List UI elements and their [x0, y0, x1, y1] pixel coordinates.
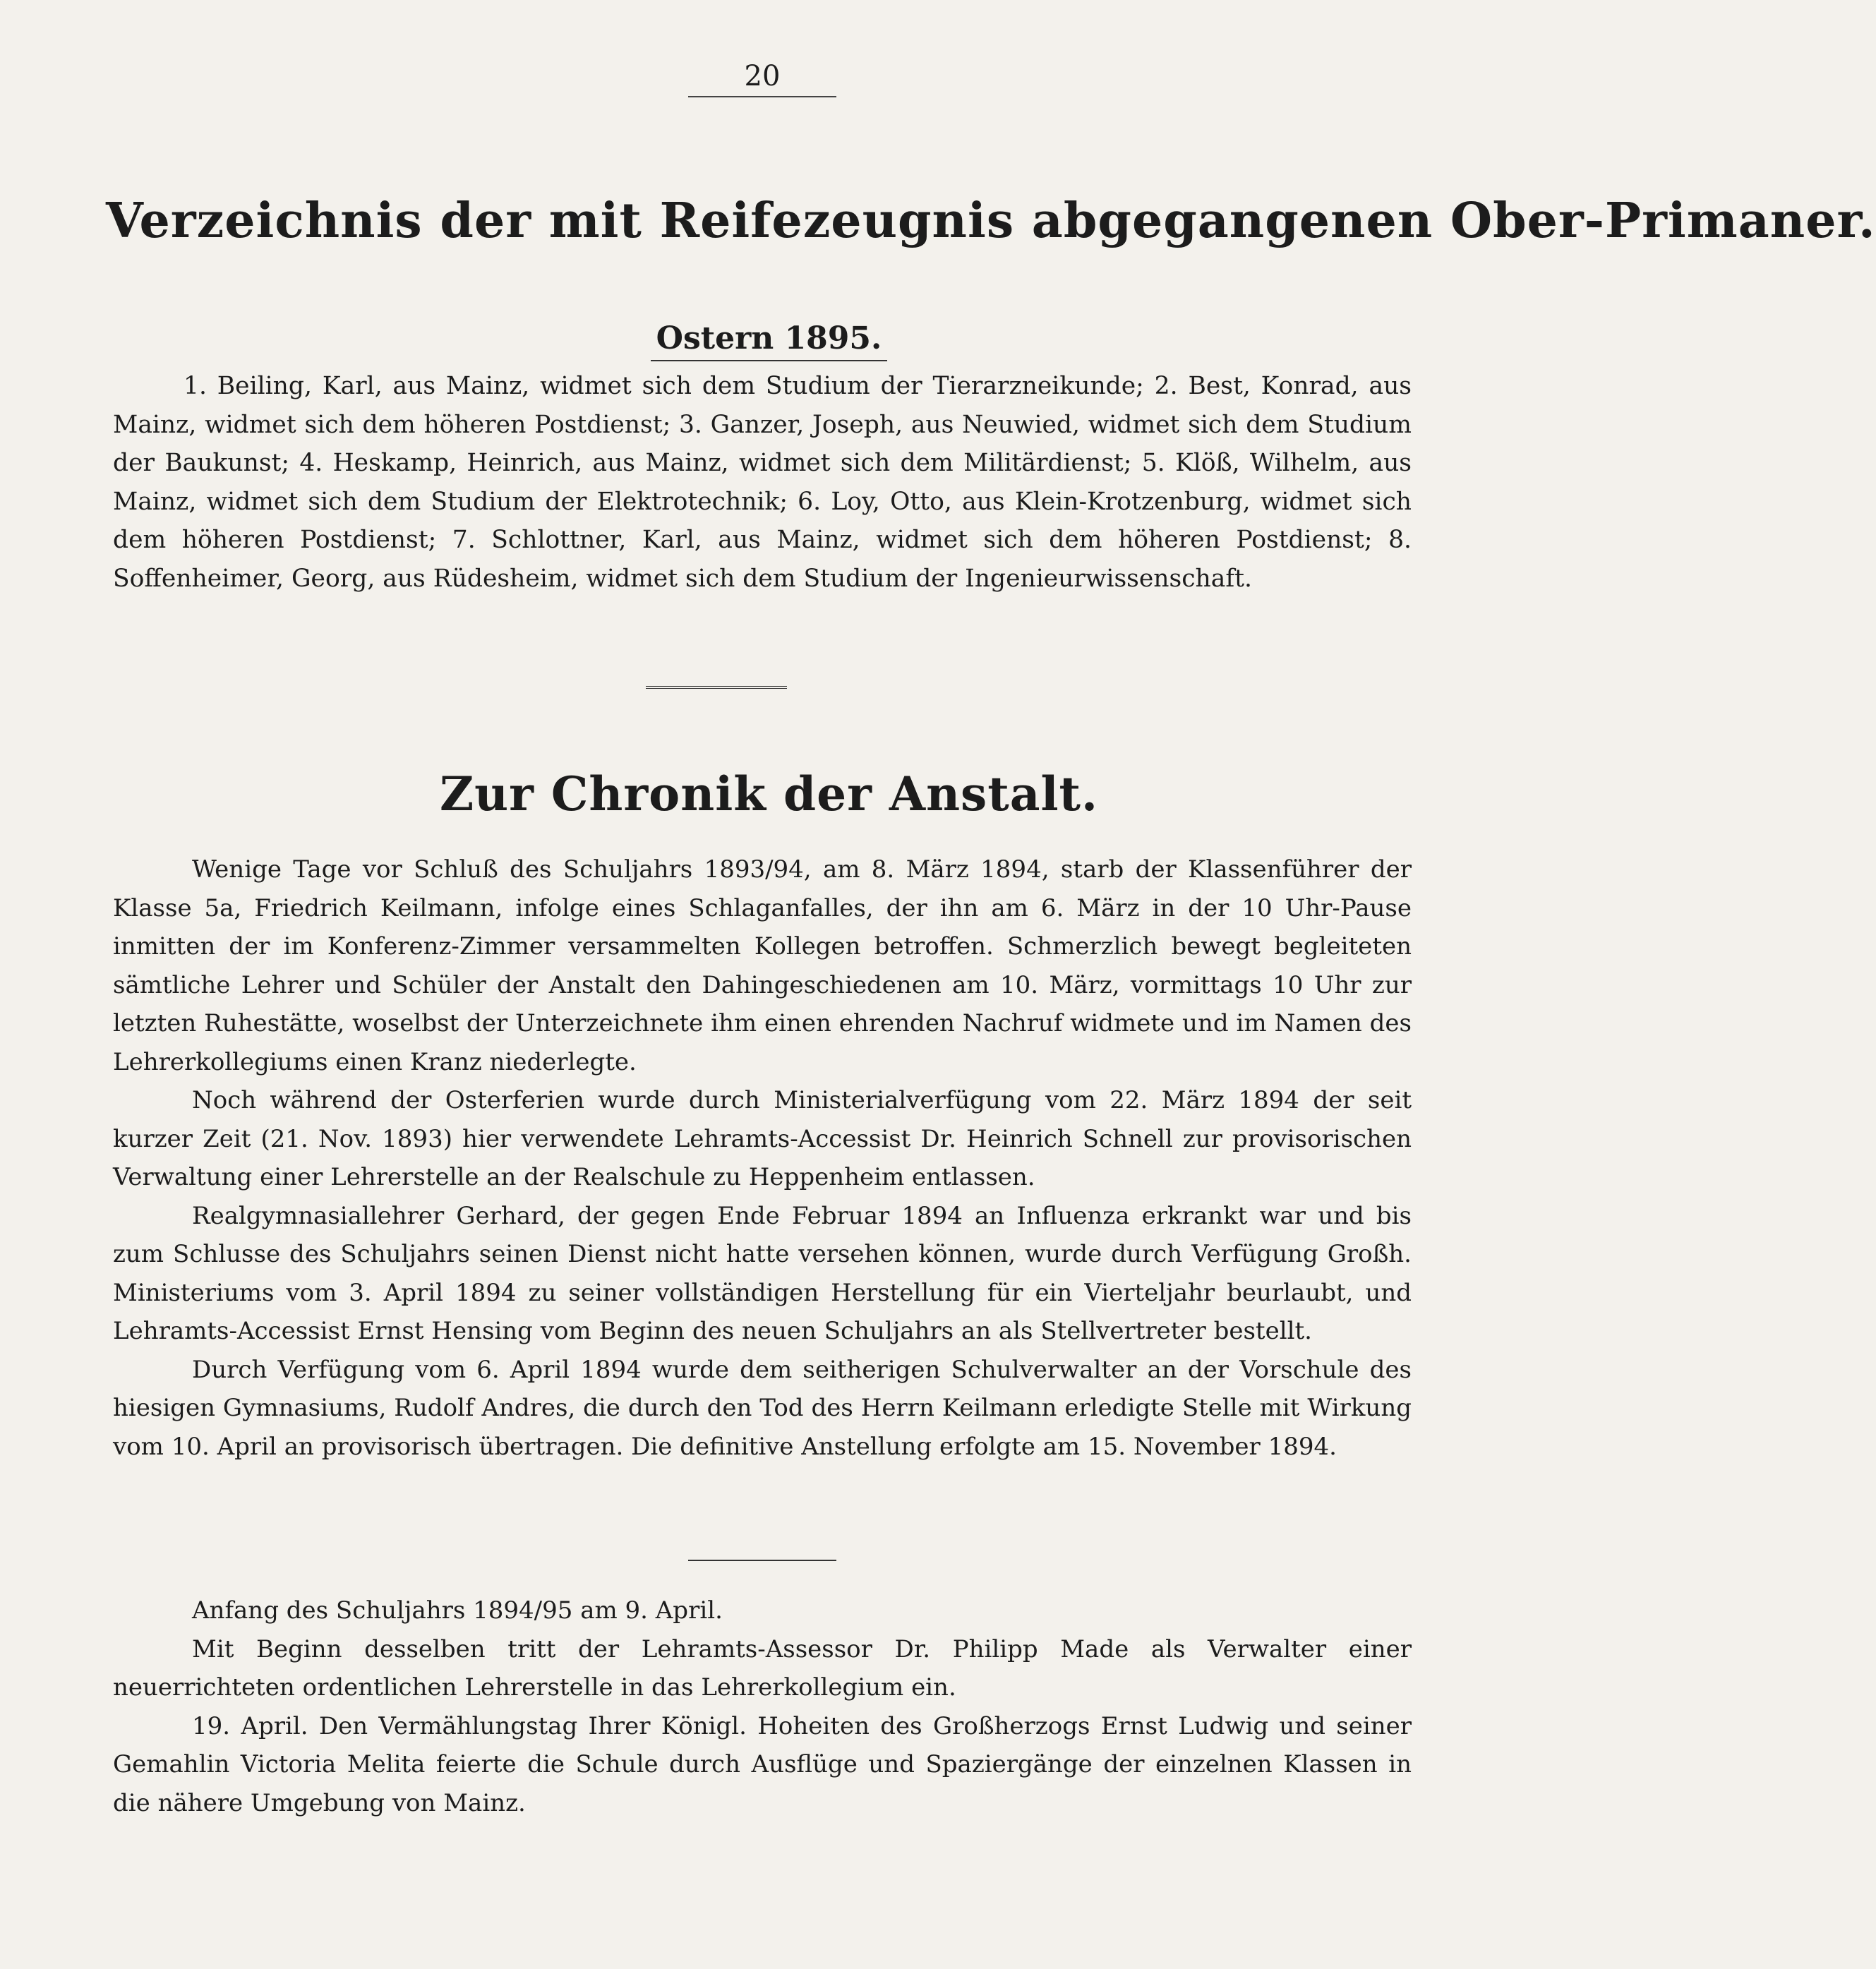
chronicle-paragraph: Noch während der Osterferien wurde durch Ministerialverfügung vom 22. März 1894 der seit kurzer Zeit (21. Nov. 1893) hier verwendete Lehramts-Accessist Dr. Heinrich Schnell zur provisorischen Verwaltung einer Lehrerstelle an der Realschule zu Heppenheim entlassen.	[113, 1086, 1412, 1191]
graduates-list-title: Verzeichnis der mit Reifezeugnis abgegangenen Ober-Primaner.	[106, 193, 1876, 249]
section-divider	[646, 686, 787, 689]
chronicle-body	[113, 850, 1412, 1466]
chronicle-paragraph: Wenige Tage vor Schluß des Schuljahrs 1893/94, am 8. März 1894, starb der Klassenführer der Klasse 5a, Friedrich Keilmann, infolge eines Schlaganfalles, der ihn am 6. März in der 10 Uhr-Pause inmitten der im Konferenz-Zimmer versammelten Kollegen betroffen. Schmerzlich bewegt begleiteten sämtliche Lehrer und Schüler der Anstalt den Dahingeschiedenen am 10. März, vormittags 10 Uhr zur letzten Ruhestätte, woselbst der Unterzeichnete ihm einen ehrenden Nachruf widmete und im Namen des Lehrerkollegiums einen Kranz niederlegte.	[113, 855, 1412, 1076]
page-number: 20	[688, 56, 836, 97]
chronicle-paragraph: Durch Verfügung vom 6. April 1894 wurde dem seitherigen Schulverwalter an der Vorschule des hiesigen Gymnasiums, Rudolf Andres, die durch den Tod des Herrn Keilmann erledigte Stelle mit Wirkung vom 10. April an provisorisch übertragen. Die definitive Anstellung erfolgte am 15. November 1894.	[113, 1355, 1412, 1461]
graduates-paragraph: 1. Beiling, Karl, aus Mainz, widmet sich dem Studium der Tierarzneikunde; 2. Best, Konrad, aus Mainz, widmet sich dem höheren Postdienst; 3. Ganzer, Joseph, aus Neuwied, widmet sich dem Studium der Baukunst; 4. Heskamp, Heinrich, aus Mainz, widmet sich dem Militärdienst; 5. Klöß, Wilhelm, aus Mainz, widmet sich dem Studium der Elektrotechnik; 6. Loy, Otto, aus Klein-Krotzenburg, widmet sich dem höheren Postdienst; 7. Schlottner, Karl, aus Mainz, widmet sich dem höheren Postdienst; 8. Soffenheimer, Georg, aus Rüdesheim, widmet sich dem Studium der Ingenieurwissenschaft.	[113, 372, 1412, 593]
schoolyear-body	[113, 1591, 1412, 1822]
chronicle-paragraph: Realgymnasiallehrer Gerhard, der gegen Ende Februar 1894 an Influenza erkrankt war und bis zum Schlusse des Schuljahrs seinen Dienst nicht hatte versehen können, wurde durch Verfügung Großh. Ministeriums vom 3. April 1894 zu seiner vollständigen Herstellung für ein Vierteljahr beurlaubt, und Lehramts-Accessist Ernst Hensing vom Beginn des neuen Schuljahrs an als Stellvertreter bestellt.	[113, 1201, 1412, 1345]
schoolyear-paragraph: Anfang des Schuljahrs 1894/95 am 9. April.	[192, 1596, 723, 1625]
chronicle-title: Zur Chronik der Anstalt.	[439, 766, 1098, 821]
section-heading-text: Ostern 1895.	[651, 318, 888, 361]
section-heading-easter	[0, 318, 1538, 361]
schoolyear-paragraph: Mit Beginn desselben tritt der Lehramts-Assessor Dr. Philipp Made als Verwalter einer neuerrichteten ordentlichen Lehrerstelle in das Lehrerkollegium ein.	[113, 1634, 1412, 1702]
section-divider	[688, 1560, 836, 1561]
schoolyear-paragraph: 19. April. Den Vermählungstag Ihrer Königl. Hoheiten des Großherzogs Ernst Ludwig und seiner Gemahlin Victoria Melita feierte die Schule durch Ausflüge und Spaziergänge der einzelnen Klassen in die nähere Umgebung von Mainz.	[113, 1711, 1412, 1817]
